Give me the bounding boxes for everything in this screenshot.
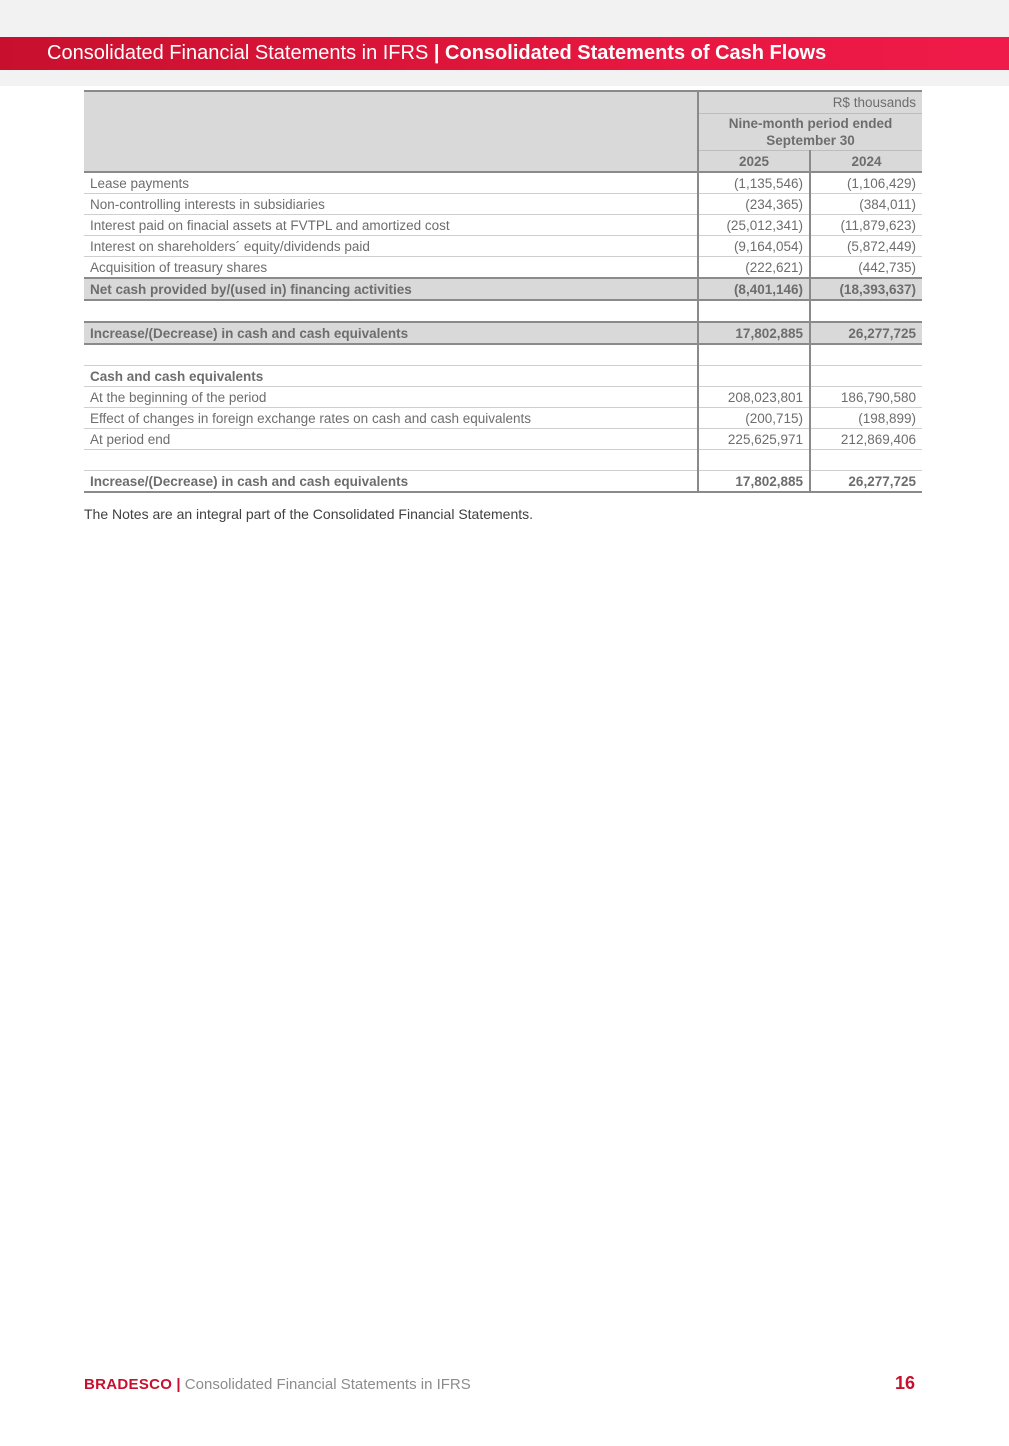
page-number: 16 [894, 1373, 915, 1393]
spacer-cell [84, 300, 698, 322]
row-label: Non-controlling interests in subsidiaries [84, 194, 698, 215]
header-section: Consolidated Financial Statements in IFRS [47, 42, 429, 64]
spacer-row [84, 450, 922, 471]
period-label: Nine-month period ended September 30 [698, 114, 922, 151]
footnote: The Notes are an integral part of the Consolidated Financial Statements. [84, 506, 534, 522]
value-2025: (234,365) [698, 194, 810, 215]
value-2025: (9,164,054) [698, 236, 810, 257]
row-label: Interest paid on finacial assets at FVTPL and amortized cost [84, 215, 698, 236]
table-row [84, 387, 922, 408]
year-2025: 2025 [698, 151, 810, 173]
spacer-row [84, 300, 922, 322]
spacer-cell [698, 300, 810, 322]
table-row [84, 429, 922, 450]
value-2025: 17,802,885 [698, 322, 810, 344]
table-row [84, 257, 922, 279]
header-separator: | [433, 42, 440, 64]
value-2025: 208,023,801 [698, 387, 810, 408]
value-2024: (384,011) [810, 194, 922, 215]
value-2024: (11,879,623) [810, 215, 922, 236]
section-heading-row [84, 366, 922, 387]
row-label: Cash and cash equivalents [84, 366, 698, 387]
value-2024: 26,277,725 [810, 322, 922, 344]
table-row [84, 408, 922, 429]
units-label: R$ thousands [698, 91, 922, 114]
table-row [84, 236, 922, 257]
row-label: At the beginning of the period [84, 387, 698, 408]
value-2024: (442,735) [810, 257, 922, 279]
value-2024: (198,899) [810, 408, 922, 429]
footer-separator: | [176, 1376, 181, 1393]
value-2025 [698, 366, 810, 387]
spacer-cell [84, 450, 698, 471]
header-blank-cell [84, 91, 698, 172]
spacer-cell [810, 450, 922, 471]
spacer-cell [810, 300, 922, 322]
row-label: At period end [84, 429, 698, 450]
table-row [84, 215, 922, 236]
spacer-row [84, 344, 922, 366]
subtotal-row [84, 278, 922, 300]
value-2025: (200,715) [698, 408, 810, 429]
title-bar [0, 37, 1009, 70]
total-row [84, 322, 922, 344]
row-label: Net cash provided by/(used in) financing activities [84, 278, 698, 300]
brand-name: BRADESCO [84, 1376, 173, 1393]
value-2024: 186,790,580 [810, 387, 922, 408]
spacer-cell [698, 450, 810, 471]
value-2024: 26,277,725 [810, 471, 922, 493]
cash-flow-table [84, 90, 922, 493]
value-2024: 212,869,406 [810, 429, 922, 450]
value-2025: (222,621) [698, 257, 810, 279]
spacer-cell [698, 344, 810, 366]
row-label: Increase/(Decrease) in cash and cash equivalents [84, 322, 698, 344]
value-2024: (5,872,449) [810, 236, 922, 257]
value-2025: 225,625,971 [698, 429, 810, 450]
value-2025: 17,802,885 [698, 471, 810, 493]
page-footer [84, 1376, 471, 1393]
total-row [84, 471, 922, 493]
table-row [84, 172, 922, 194]
row-label: Interest on shareholders´ equity/dividends paid [84, 236, 698, 257]
value-2025: (1,135,546) [698, 172, 810, 194]
row-label: Lease payments [84, 172, 698, 194]
footer-text: Consolidated Financial Statements in IFRS [184, 1376, 471, 1393]
value-2025: (8,401,146) [698, 278, 810, 300]
row-label: Effect of changes in foreign exchange rates on cash and cash equivalents [84, 408, 698, 429]
spacer-cell [810, 344, 922, 366]
value-2024 [810, 366, 922, 387]
row-label: Increase/(Decrease) in cash and cash equivalents [84, 471, 698, 493]
spacer-cell [84, 344, 698, 366]
page-title: Consolidated Statements of Cash Flows [445, 42, 827, 64]
year-2024: 2024 [810, 151, 922, 173]
value-2025: (25,012,341) [698, 215, 810, 236]
value-2024: (1,106,429) [810, 172, 922, 194]
row-label: Acquisition of treasury shares [84, 257, 698, 279]
value-2024: (18,393,637) [810, 278, 922, 300]
table-row [84, 194, 922, 215]
